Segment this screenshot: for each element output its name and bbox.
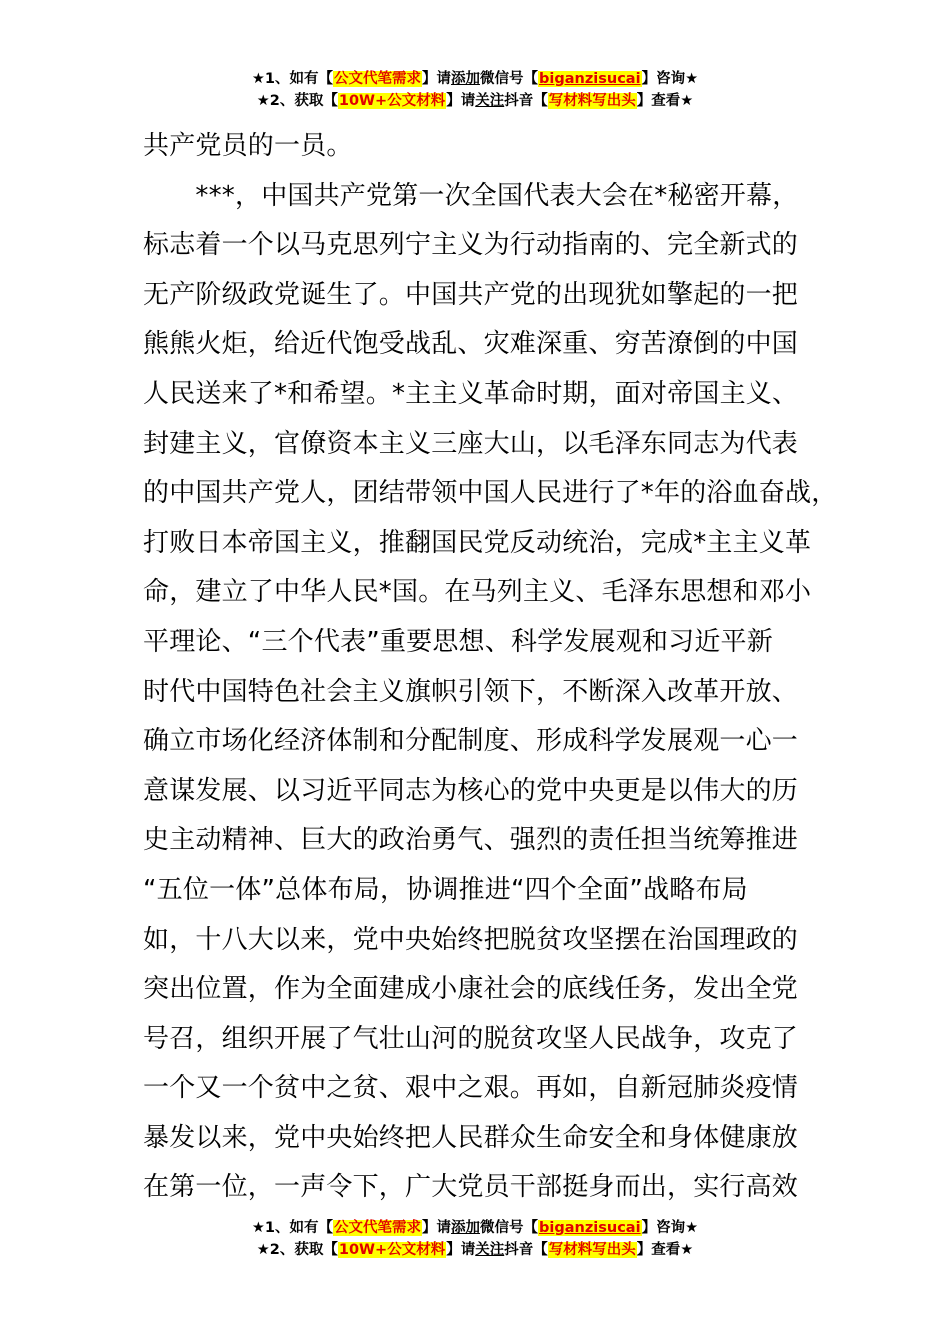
banner-emphasis: 关注 bbox=[475, 1242, 505, 1258]
banner-text: 抖音【 bbox=[504, 1242, 548, 1258]
body-line: 暴发以来，党中央始终把人民群众生命安全和身体健康放 bbox=[143, 1122, 799, 1153]
body-line: 熊熊火炬，给近代饱受战乱、灾难深重、穷苦潦倒的中国 bbox=[143, 329, 799, 360]
banner-emphasis: 添加 bbox=[451, 71, 481, 87]
body-line: 人民送来了*和希望。*主主义革命时期，面对帝国主义、 bbox=[143, 378, 799, 409]
banner-text: 】请 bbox=[446, 93, 476, 109]
body-line: 突出位置，作为全面建成小康社会的底线任务，发出全党 bbox=[143, 974, 799, 1005]
body-line: 共产党员的一员。 bbox=[143, 131, 353, 161]
wechat-id-highlight: biganzisucai bbox=[539, 1220, 641, 1236]
body-line: 封建主义，官僚资本主义三座大山，以毛泽东同志为代表 bbox=[143, 428, 799, 459]
wechat-id-highlight: biganzisucai bbox=[539, 71, 641, 87]
banner-text: ★2、获取【 bbox=[256, 1242, 338, 1258]
banner-text: 抖音【 bbox=[504, 93, 548, 109]
document-body bbox=[143, 122, 838, 1213]
banner-emphasis: 关注 bbox=[475, 93, 505, 109]
body-line: 号召，组织开展了气壮山河的脱贫攻坚人民战争，攻克了 bbox=[143, 1023, 799, 1054]
douyin-account-highlight: 写材料写出头 bbox=[548, 1242, 636, 1258]
header-banner bbox=[0, 68, 950, 112]
body-line: ***，中国共产党第一次全国代表大会在*秘密开幕， bbox=[143, 180, 799, 211]
body-line: “五位一体”总体布局，协调推进“四个全面”战略布局 bbox=[143, 874, 748, 905]
body-line: 在第一位，一声令下，广大党员干部挺身而出，实行高效 bbox=[143, 1172, 799, 1203]
materials-highlight: 10W+公文材料 bbox=[338, 1242, 446, 1258]
banner-text: ★2、获取【 bbox=[256, 93, 338, 109]
banner-emphasis: 添加 bbox=[451, 1220, 481, 1236]
body-line: 无产阶级政党诞生了。中国共产党的出现犹如擎起的一把 bbox=[143, 279, 799, 310]
service-highlight: 公文代笔需求 bbox=[334, 71, 422, 87]
banner-text: 】咨询★ bbox=[641, 71, 699, 87]
body-line: 史主动精神、巨大的政治勇气、强烈的责任担当统筹推进 bbox=[143, 825, 799, 856]
body-line: 一个又一个贫中之贫、艰中之艰。再如，自新冠肺炎疫情 bbox=[143, 1073, 799, 1104]
body-line: 标志着一个以马克思列宁主义为行动指南的、完全新式的 bbox=[143, 230, 799, 261]
body-line: 打败日本帝国主义，推翻国民党反动统治，完成*主主义革 bbox=[143, 527, 812, 558]
banner-line-1 bbox=[0, 68, 950, 90]
body-line: 如，十八大以来，党中央始终把脱贫攻坚摆在治国理政的 bbox=[143, 924, 799, 955]
service-highlight: 公文代笔需求 bbox=[334, 1220, 422, 1236]
banner-text: 微信号【 bbox=[480, 1220, 539, 1236]
douyin-account-highlight: 写材料写出头 bbox=[548, 93, 636, 109]
banner-text: 微信号【 bbox=[480, 71, 539, 87]
footer-banner bbox=[0, 1217, 950, 1261]
body-line: 平理论、“三个代表”重要思想、科学发展观和习近平新 bbox=[143, 626, 773, 657]
body-line: 确立市场化经济体制和分配制度、形成科学发展观一心一 bbox=[143, 726, 799, 757]
banner-text: ★1、如有【 bbox=[251, 1220, 334, 1236]
banner-text: 】咨询★ bbox=[641, 1220, 699, 1236]
body-line: 命，建立了中华人民*国。在马列主义、毛泽东思想和邓小 bbox=[143, 577, 812, 608]
banner-line-2 bbox=[0, 1239, 950, 1261]
banner-text: 】请 bbox=[422, 1220, 452, 1236]
body-line: 的中国共产党人，团结带领中国人民进行了*年的浴血奋战， bbox=[143, 478, 838, 509]
body-line: 意谋发展、以习近平同志为核心的党中央更是以伟大的历 bbox=[143, 775, 799, 806]
banner-line-1 bbox=[0, 1217, 950, 1239]
banner-text: 】查看★ bbox=[636, 93, 694, 109]
banner-text: 】请 bbox=[422, 71, 452, 87]
materials-highlight: 10W+公文材料 bbox=[338, 93, 446, 109]
banner-text: 】请 bbox=[446, 1242, 476, 1258]
banner-line-2 bbox=[0, 90, 950, 112]
banner-text: ★1、如有【 bbox=[251, 71, 334, 87]
banner-text: 】查看★ bbox=[636, 1242, 694, 1258]
body-line: 时代中国特色社会主义旗帜引领下，不断深入改革开放、 bbox=[143, 676, 799, 707]
